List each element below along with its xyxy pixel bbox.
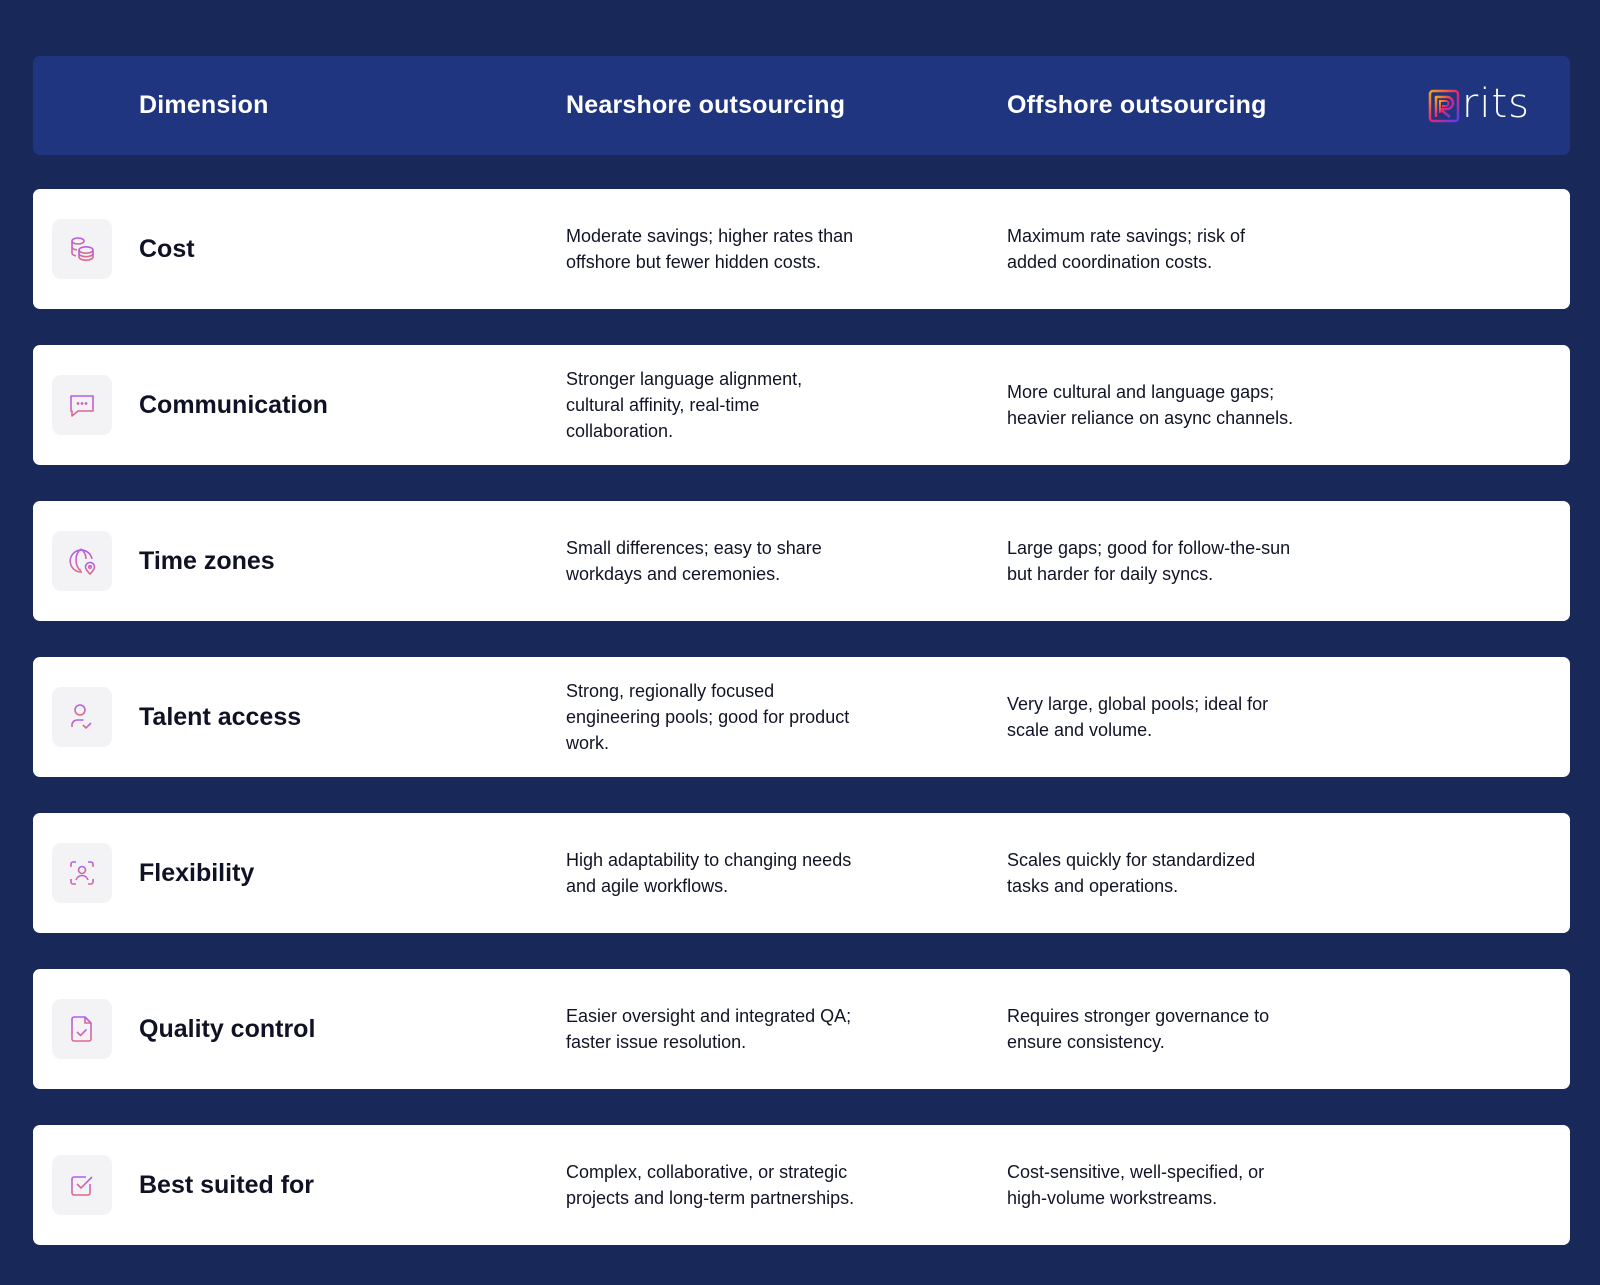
dimension-label: Communication (139, 390, 328, 419)
rits-logo-mark-icon (1428, 89, 1460, 123)
nearshore-cell: Strong, regionally focused engineering pools; good for product work. (566, 681, 850, 753)
table-row-cost (33, 189, 1570, 309)
icon-box (52, 1155, 112, 1215)
icon-box (52, 531, 112, 591)
rits-logo (1428, 81, 1530, 127)
icon-box (52, 999, 112, 1059)
table-row-flexibility (33, 813, 1570, 933)
table-row-talent-access (33, 657, 1570, 777)
dimension-label: Best suited for (139, 1170, 315, 1199)
dimension-label: Talent access (139, 702, 302, 731)
icon-box (52, 219, 112, 279)
header-offshore: Offshore outsourcing (1007, 91, 1267, 119)
dimension-label: Time zones (139, 546, 275, 575)
nearshore-cell: Small differences; easy to share workdays and ceremonies. (566, 538, 822, 584)
nearshore-cell: Stronger language alignment, cultural affinity, real-time collaboration. (566, 369, 803, 441)
chat-bubble-icon (66, 389, 98, 421)
offshore-cell: Cost-sensitive, well-specified, or high-volume workstreams. (1007, 1162, 1265, 1208)
offshore-cell: Maximum rate savings; risk of added coordination costs. (1007, 226, 1246, 272)
offshore-cell: Very large, global pools; ideal for scale and volume. (1007, 694, 1269, 740)
checkbox-icon (66, 1169, 98, 1201)
file-check-icon (66, 1013, 98, 1045)
nearshore-cell: Easier oversight and integrated QA; faster issue resolution. (566, 1006, 852, 1052)
icon-box (52, 687, 112, 747)
offshore-cell: Scales quickly for standardized tasks and operations. (1007, 850, 1256, 896)
globe-location-icon (66, 545, 98, 577)
header-dimension: Dimension (139, 91, 269, 119)
nearshore-cell: Complex, collaborative, or strategic projects and long-term partnerships. (566, 1162, 855, 1208)
table-row-quality-control (33, 969, 1570, 1089)
header-nearshore: Nearshore outsourcing (566, 91, 846, 119)
dimension-label: Cost (139, 234, 195, 263)
table-row-communication (33, 345, 1570, 465)
icon-box (52, 375, 112, 435)
table-header (33, 56, 1570, 155)
logo-text: rits (1461, 81, 1530, 127)
offshore-cell: More cultural and language gaps; heavier reliance on async channels. (1007, 382, 1294, 428)
table-row-best-suited-for (33, 1125, 1570, 1245)
table-row-time-zones (33, 501, 1570, 621)
dimension-label: Flexibility (139, 858, 255, 887)
nearshore-cell: Moderate savings; higher rates than offshore but fewer hidden costs. (566, 226, 854, 272)
offshore-cell: Requires stronger governance to ensure consistency. (1007, 1006, 1270, 1052)
coins-stack-icon (66, 233, 98, 265)
user-scan-icon (66, 857, 98, 889)
nearshore-cell: High adaptability to changing needs and agile workflows. (566, 850, 852, 896)
dimension-label: Quality control (139, 1014, 316, 1043)
user-check-icon (66, 701, 98, 733)
offshore-cell: Large gaps; good for follow-the-sun but harder for daily syncs. (1007, 538, 1291, 584)
icon-box (52, 843, 112, 903)
